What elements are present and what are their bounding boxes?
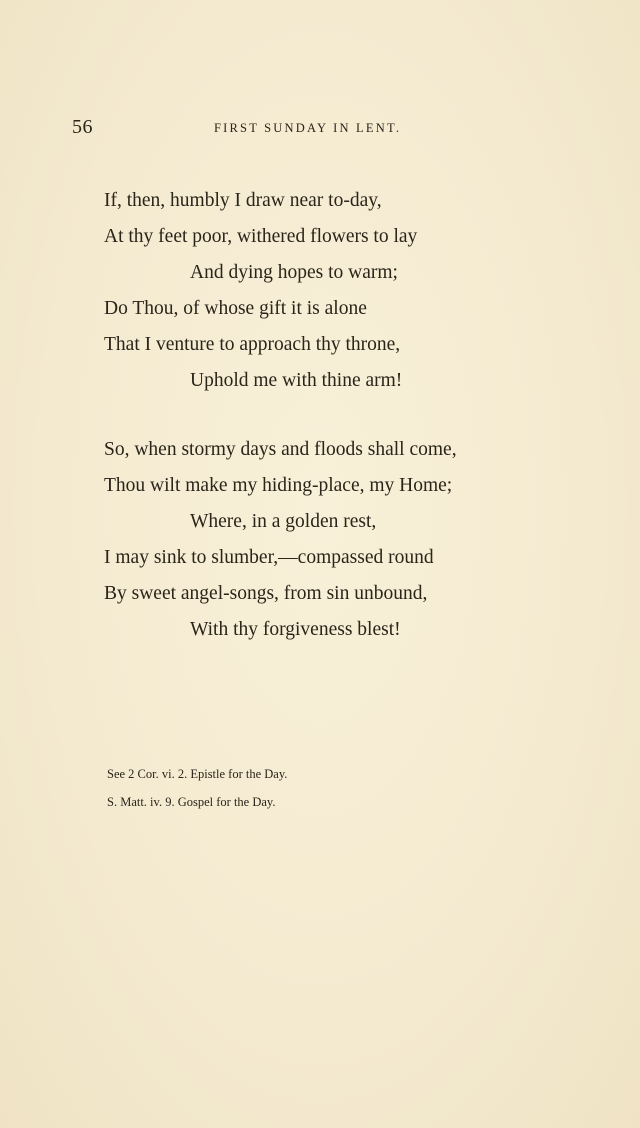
footnotes [107,764,287,820]
poem-line-indented: With thy forgiveness blest! [190,619,401,640]
running-head: FIRST SUNDAY IN LENT. [214,121,402,135]
poem-line-indented: Uphold me with thine arm! [190,370,403,391]
poem-line: Thou wilt make my hiding-place, my Home; [104,475,453,496]
poem-line: At thy feet poor, withered flowers to lay [104,226,418,247]
poem-line: By sweet angel-songs, from sin unbound, [104,583,428,604]
poem-line-indented: Where, in a golden rest, [190,511,377,532]
poem-line: That I venture to approach thy throne, [104,334,401,355]
poem-stanza-1 [104,187,524,403]
poem-line: Do Thou, of whose gift it is alone [104,298,367,319]
poem-line: I may sink to slumber,—compassed round [104,547,434,568]
poem-line: So, when stormy days and floods shall come, [104,439,457,460]
poem-stanza-2 [104,436,524,652]
poem-line: If, then, humbly I draw near to-day, [104,190,382,211]
footnote: See 2 Cor. vi. 2. Epistle for the Day. [107,767,288,781]
footnote: S. Matt. iv. 9. Gospel for the Day. [107,795,276,809]
page-number: 56 [72,116,93,138]
poem-line-indented: And dying hopes to warm; [190,262,398,283]
